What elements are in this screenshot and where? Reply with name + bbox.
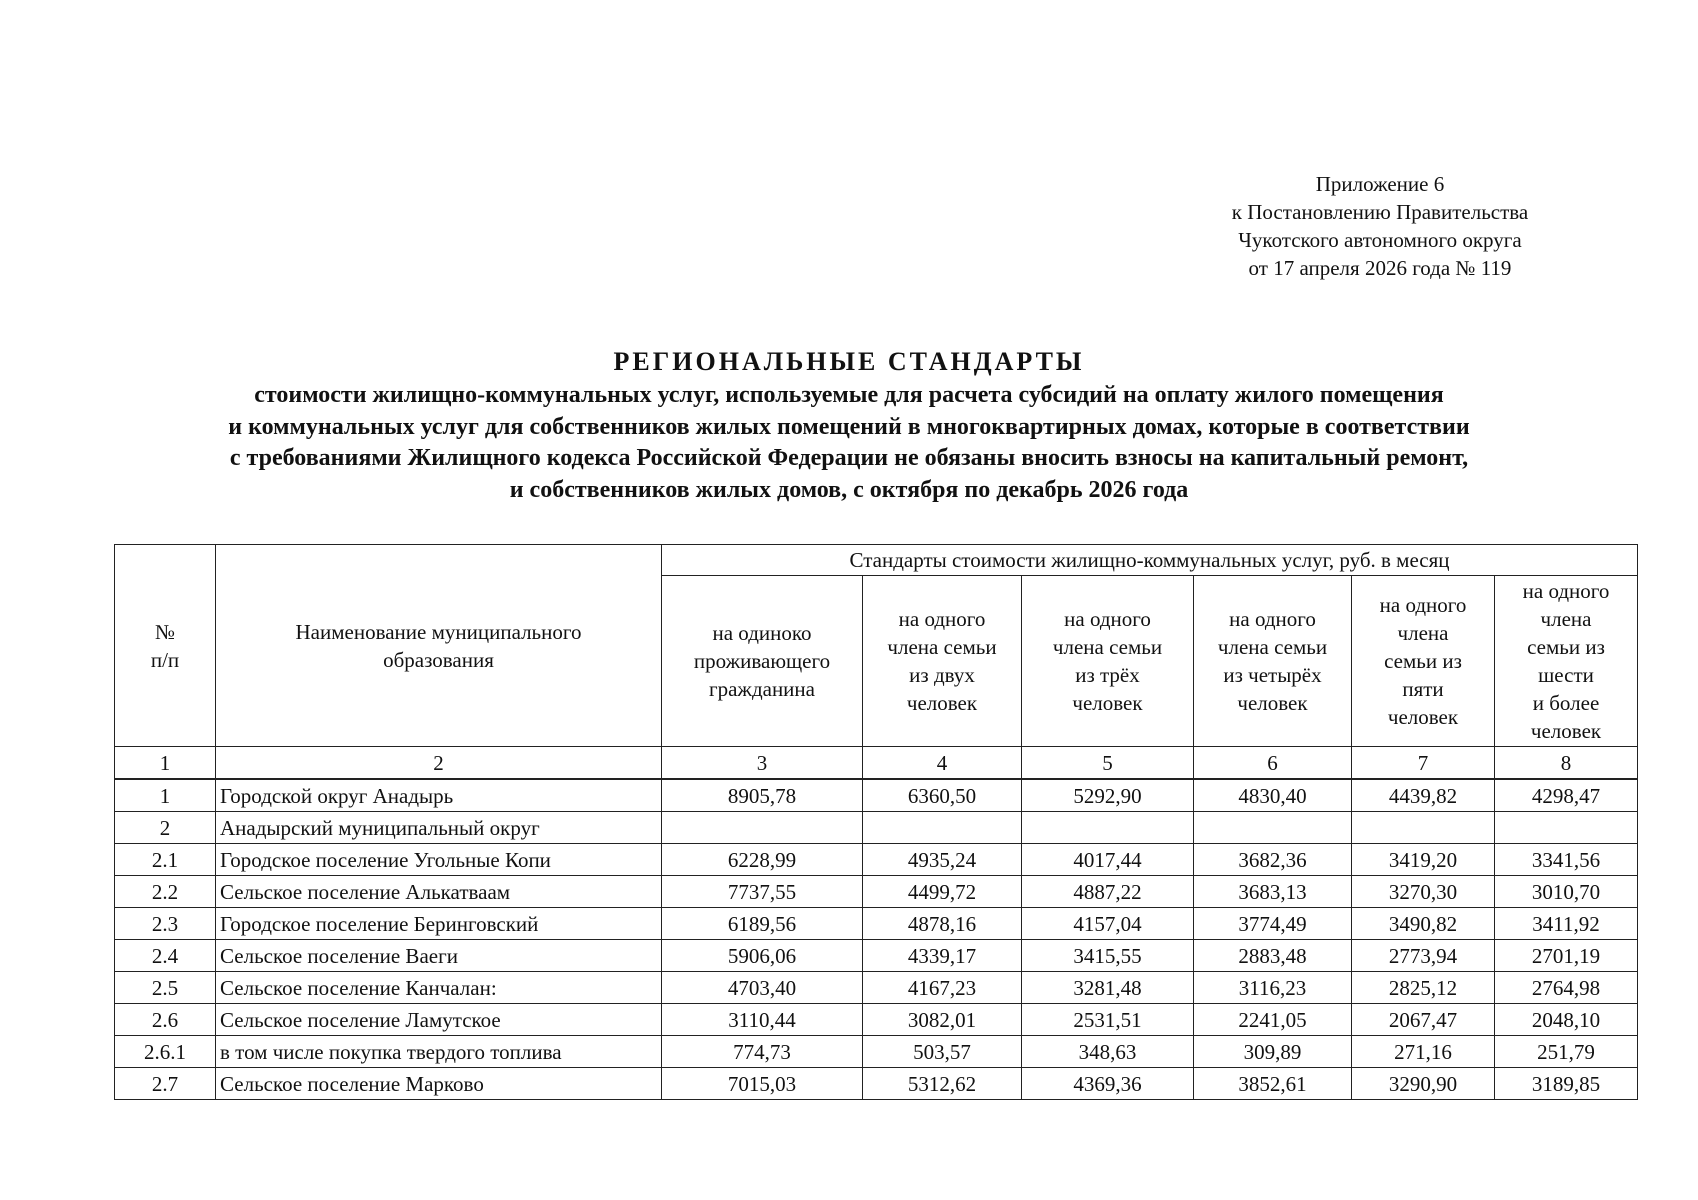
municipality-name: Анадырский муниципальный округ [216, 812, 662, 844]
cost-value: 4017,44 [1022, 844, 1194, 876]
appendix-line-4: от 17 апреля 2026 года № 119 [1248, 256, 1512, 280]
header-col-5: на одного члена семьи из трёх человек [1022, 576, 1194, 747]
cost-value: 8905,78 [662, 779, 863, 812]
cost-value: 7015,03 [662, 1068, 863, 1100]
cost-value: 309,89 [1194, 1036, 1352, 1068]
cost-value: 3270,30 [1352, 876, 1495, 908]
row-number: 2.6.1 [115, 1036, 216, 1068]
table-row [115, 1036, 1638, 1068]
subtitle-line-1: стоимости жилищно-коммунальных услуг, используемые для расчета субсидий на оплату жилого помещения [254, 382, 1444, 408]
cost-value: 2773,94 [1352, 940, 1495, 972]
cost-value: 2048,10 [1495, 1004, 1638, 1036]
cost-value: 503,57 [863, 1036, 1022, 1068]
cost-value: 3411,92 [1495, 908, 1638, 940]
cost-value: 4878,16 [863, 908, 1022, 940]
column-number-cell: 7 [1352, 747, 1495, 780]
cost-value: 4157,04 [1022, 908, 1194, 940]
cost-value: 2825,12 [1352, 972, 1495, 1004]
cost-value: 3290,90 [1352, 1068, 1495, 1100]
subtitle-line-4: и собственников жилых домов, с октября по декабрь 2026 года [509, 476, 1189, 503]
cost-value: 4167,23 [863, 972, 1022, 1004]
column-number-cell: 1 [115, 747, 216, 780]
row-number: 2.5 [115, 972, 216, 1004]
column-number-row [115, 747, 1638, 780]
header-col-4: на одного члена семьи из двух человек [863, 576, 1022, 747]
cost-value [1495, 812, 1638, 844]
cost-value: 5312,62 [863, 1068, 1022, 1100]
appendix-line-1: Приложение 6 [1315, 172, 1445, 196]
column-number-cell: 2 [216, 747, 662, 780]
cost-value: 3774,49 [1194, 908, 1352, 940]
cost-value: 2531,51 [1022, 1004, 1194, 1036]
cost-value: 6189,56 [662, 908, 863, 940]
cost-value: 2067,47 [1352, 1004, 1495, 1036]
row-number: 2 [115, 812, 216, 844]
cost-value: 4369,36 [1022, 1068, 1194, 1100]
subtitle-line-2: и коммунальных услуг для собственников жилых помещений в многоквартирных домах, которые в соответствии [228, 413, 1470, 440]
cost-value: 3852,61 [1194, 1068, 1352, 1100]
cost-value: 4499,72 [863, 876, 1022, 908]
cost-value: 6228,99 [662, 844, 863, 876]
row-number: 2.2 [115, 876, 216, 908]
cost-value: 3415,55 [1022, 940, 1194, 972]
table-row [115, 812, 1638, 844]
cost-value: 4703,40 [662, 972, 863, 1004]
municipality-name: Городское поселение Угольные Копи [216, 844, 662, 876]
cost-value [662, 812, 863, 844]
row-number: 1 [115, 779, 216, 812]
municipality-name: Сельское поселение Алькатваам [216, 876, 662, 908]
appendix-line-2: к Постановлению Правительства [1231, 200, 1529, 224]
table-row [115, 876, 1638, 908]
column-number-cell: 6 [1194, 747, 1352, 780]
cost-value: 4830,40 [1194, 779, 1352, 812]
header-col-7: на одного члена семьи из пяти человек [1352, 576, 1495, 747]
cost-value: 271,16 [1352, 1036, 1495, 1068]
municipality-name: Городское поселение Беринговский [216, 908, 662, 940]
row-number: 2.7 [115, 1068, 216, 1100]
cost-value [1194, 812, 1352, 844]
cost-value [863, 812, 1022, 844]
cost-value: 5906,06 [662, 940, 863, 972]
cost-value: 3419,20 [1352, 844, 1495, 876]
municipality-name: Сельское поселение Канчалан: [216, 972, 662, 1004]
cost-value: 3082,01 [863, 1004, 1022, 1036]
document-subtitle [100, 380, 1598, 506]
table-row [115, 844, 1638, 876]
cost-value: 2764,98 [1495, 972, 1638, 1004]
municipality-name: Сельское поселение Ваеги [216, 940, 662, 972]
header-municipality-name: Наименование муниципального образования [216, 545, 662, 747]
cost-value: 3683,13 [1194, 876, 1352, 908]
column-number-cell: 4 [863, 747, 1022, 780]
appendix-block [1170, 170, 1590, 282]
column-number-cell: 8 [1495, 747, 1638, 780]
cost-value: 2701,19 [1495, 940, 1638, 972]
cost-value [1352, 812, 1495, 844]
cost-value: 2241,05 [1194, 1004, 1352, 1036]
cost-value: 348,63 [1022, 1036, 1194, 1068]
municipality-name: Сельское поселение Марково [216, 1068, 662, 1100]
cost-value: 3010,70 [1495, 876, 1638, 908]
cost-value: 4887,22 [1022, 876, 1194, 908]
municipality-name: в том числе покупка твердого топлива [216, 1036, 662, 1068]
cost-value: 3682,36 [1194, 844, 1352, 876]
cost-value: 4935,24 [863, 844, 1022, 876]
cost-value: 3189,85 [1495, 1068, 1638, 1100]
cost-value: 4439,82 [1352, 779, 1495, 812]
header-col-6: на одного члена семьи из четырёх человек [1194, 576, 1352, 747]
table-row [115, 1004, 1638, 1036]
cost-value: 3110,44 [662, 1004, 863, 1036]
cost-value: 3490,82 [1352, 908, 1495, 940]
cost-value: 5292,90 [1022, 779, 1194, 812]
header-col-8: на одного члена семьи из шести и более человек [1495, 576, 1638, 747]
cost-value: 3281,48 [1022, 972, 1194, 1004]
cost-value [1022, 812, 1194, 844]
cost-value: 4298,47 [1495, 779, 1638, 812]
cost-value: 251,79 [1495, 1036, 1638, 1068]
standards-table [114, 544, 1638, 1100]
cost-value: 3341,56 [1495, 844, 1638, 876]
cost-value: 3116,23 [1194, 972, 1352, 1004]
municipality-name: Сельское поселение Ламутское [216, 1004, 662, 1036]
document-title: РЕГИОНАЛЬНЫЕ СТАНДАРТЫ [613, 347, 1085, 376]
cost-value: 6360,50 [863, 779, 1022, 812]
appendix-line-3: Чукотского автономного округа [1238, 228, 1522, 252]
column-number-cell: 5 [1022, 747, 1194, 780]
cost-value: 7737,55 [662, 876, 863, 908]
cost-value: 4339,17 [863, 940, 1022, 972]
row-number: 2.4 [115, 940, 216, 972]
cost-value: 774,73 [662, 1036, 863, 1068]
column-number-cell: 3 [662, 747, 863, 780]
municipality-name: Городской округ Анадырь [216, 779, 662, 812]
header-number: № п/п [115, 545, 216, 747]
table-row [115, 779, 1638, 812]
row-number: 2.6 [115, 1004, 216, 1036]
table-row [115, 908, 1638, 940]
subtitle-line-3: с требованиями Жилищного кодекса Российской Федерации не обязаны вносить взносы на капитальный ремонт, [229, 445, 1469, 471]
cost-value: 2883,48 [1194, 940, 1352, 972]
header-col-3: на одиноко проживающего гражданина [662, 576, 863, 747]
row-number: 2.1 [115, 844, 216, 876]
header-standards-group: Стандарты стоимости жилищно-коммунальных услуг, руб. в месяц [662, 545, 1638, 576]
table-row [115, 1068, 1638, 1100]
table-row [115, 940, 1638, 972]
row-number: 2.3 [115, 908, 216, 940]
table-row [115, 972, 1638, 1004]
